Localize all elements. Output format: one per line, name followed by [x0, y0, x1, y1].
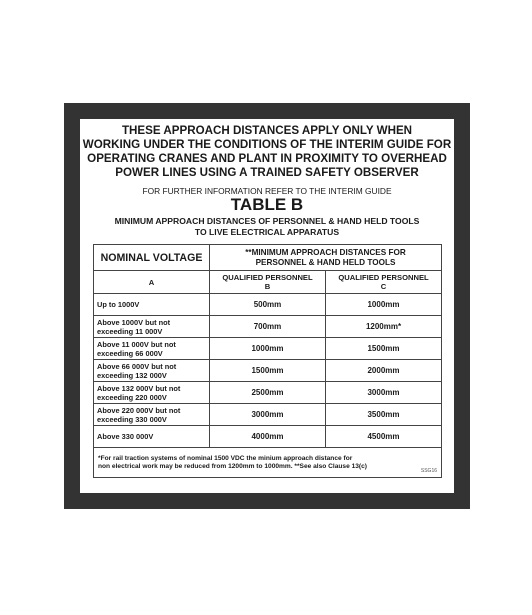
column-c-letter: C	[380, 282, 387, 291]
voltage-cell	[94, 360, 210, 382]
voltage-text: Above 330 000V	[97, 432, 154, 441]
approach-distances-header	[210, 245, 442, 271]
voltage-cell	[94, 426, 210, 448]
voltage-text: exceeding 11 000V	[97, 326, 163, 336]
table-row	[94, 426, 442, 448]
voltage-text: Up to 1000V	[97, 300, 140, 309]
approach-header-line: **MINIMUM APPROACH DISTANCES FOR	[245, 248, 406, 257]
voltage-text: Above 11 000V but not	[97, 339, 176, 349]
footnote-line: non electrical work may be reduced from 1200mm to 1000mm. **See also Clause 13(c)	[98, 462, 367, 470]
voltage-text: Above 1000V but not	[97, 317, 171, 327]
distance-b-cell: 4000mm	[210, 426, 326, 448]
table-subheader-row	[94, 271, 442, 294]
table-caption	[80, 216, 454, 238]
further-info-text: FOR FURTHER INFORMATION REFER TO THE INTERIM GUIDE	[142, 186, 392, 196]
distance-c-cell: 2000mm	[326, 360, 442, 382]
distance-c-cell: 3000mm	[326, 382, 442, 404]
column-b-header	[210, 271, 326, 294]
column-c-header	[326, 271, 442, 294]
distance-b-cell: 3000mm	[210, 404, 326, 426]
table-row	[94, 382, 442, 404]
footnote-line: *For rail traction systems of nominal 1500 VDC the minium approach distance for	[98, 454, 353, 462]
heading-line: OPERATING CRANES AND PLANT IN PROXIMITY TO OVERHEAD	[87, 152, 447, 165]
column-a-letter: A	[148, 277, 155, 287]
distance-b-cell: 1000mm	[210, 338, 326, 360]
column-c-label: QUALIFIED PERSONNEL	[338, 273, 429, 282]
distance-b-cell: 500mm	[210, 294, 326, 316]
footnote-cell	[94, 448, 442, 478]
distance-b-cell: 1500mm	[210, 360, 326, 382]
voltage-cell	[94, 294, 210, 316]
approach-header-line: PERSONNEL & HAND HELD TOOLS	[255, 257, 396, 267]
voltage-text: Above 66 000V but not	[97, 361, 177, 371]
sign-border	[64, 103, 470, 509]
notice-heading	[80, 124, 454, 180]
heading-line: WORKING UNDER THE CONDITIONS OF THE INTERIM GUIDE FOR	[82, 138, 452, 151]
footnote-row	[94, 448, 442, 478]
voltage-text: exceeding 66 000V	[97, 348, 163, 358]
sign-code: SSG16	[420, 468, 438, 474]
table-row	[94, 316, 442, 338]
voltage-cell	[94, 316, 210, 338]
caption-line: TO LIVE ELECTRICAL APPARATUS	[194, 227, 340, 237]
distance-b-cell: 700mm	[210, 316, 326, 338]
voltage-text: exceeding 330 000V	[97, 414, 167, 424]
table-row	[94, 360, 442, 382]
voltage-cell	[94, 338, 210, 360]
voltage-text: exceeding 220 000V	[97, 392, 167, 402]
voltage-cell	[94, 382, 210, 404]
column-b-label: QUALIFIED PERSONNEL	[222, 273, 313, 282]
approach-distance-table	[93, 244, 442, 478]
voltage-text: Above 220 000V but not	[97, 405, 181, 415]
table-header-row	[94, 245, 442, 271]
distance-c-cell: 3500mm	[326, 404, 442, 426]
table-row	[94, 294, 442, 316]
voltage-text: exceeding 132 000V	[97, 370, 167, 380]
caption-line: MINIMUM APPROACH DISTANCES OF PERSONNEL & HAND HELD TOOLS	[114, 216, 420, 226]
column-a-header	[94, 271, 210, 294]
distance-b-cell: 2500mm	[210, 382, 326, 404]
distance-c-cell: 1000mm	[326, 294, 442, 316]
column-b-letter: B	[264, 282, 271, 291]
table-row	[94, 338, 442, 360]
voltage-text: Above 132 000V but not	[97, 383, 181, 393]
heading-line: POWER LINES USING A TRAINED SAFETY OBSERVER	[115, 166, 419, 179]
distance-c-cell: 1500mm	[326, 338, 442, 360]
nominal-voltage-header: NOMINAL VOLTAGE	[94, 245, 210, 271]
distance-c-cell: 4500mm	[326, 426, 442, 448]
table-row	[94, 404, 442, 426]
heading-line: THESE APPROACH DISTANCES APPLY ONLY WHEN	[121, 124, 413, 137]
table-title: TABLE B	[230, 195, 304, 214]
distance-c-cell: 1200mm*	[326, 316, 442, 338]
sign-panel	[80, 119, 454, 493]
voltage-cell	[94, 404, 210, 426]
